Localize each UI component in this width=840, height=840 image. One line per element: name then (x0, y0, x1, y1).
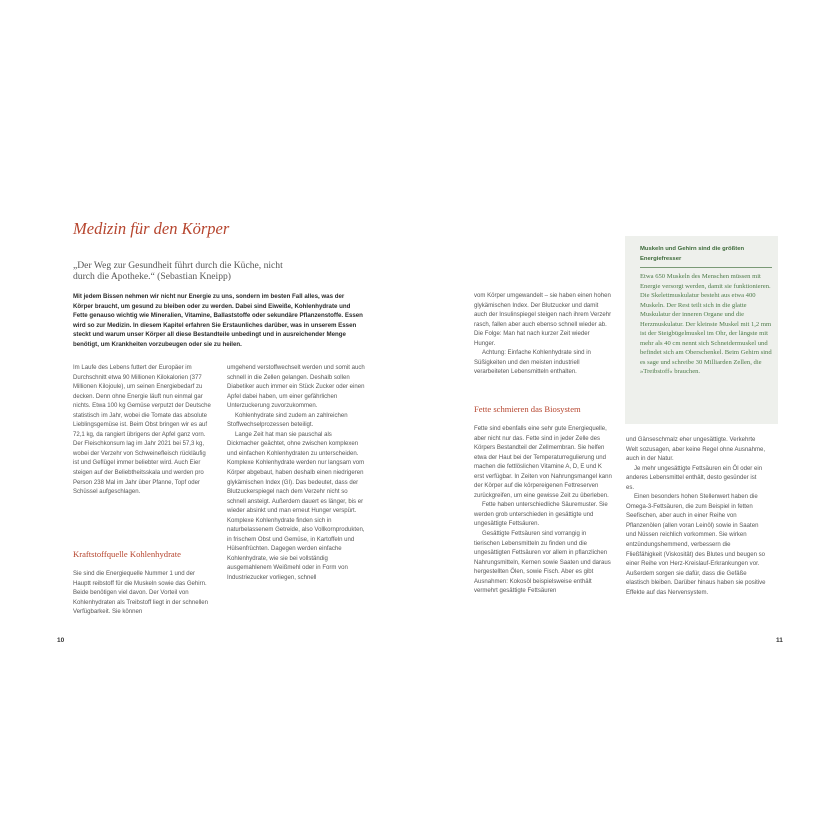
left-column-2 (227, 364, 365, 584)
right-column-2 (626, 436, 766, 598)
body-paragraph: Fette sind ebenfalls eine sehr gute Energiequelle, aber nicht nur das. Fette sind in jeder Zelle des Körpers Bestandteil der Zellmembran. Sie helfen etwa der Haut bei der Temperaturregulierung und machen die fettlöslichen Vitamine A, D, E und K erst verfügbar. In Zeiten von Nahrungsmangel kann der Körper auf die körpereigenen Fettreserven zurückgreifen, um eine gewisse Zeit zu überleben. (474, 426, 612, 499)
body-paragraph: und Gänseschmalz eher ungesättigte. Verkehrte Welt sozusagen, aber keine Regel ohne Ausnahme, auch in der Natur. (626, 437, 766, 463)
body-paragraph: Einen besonders hohen Stellenwert haben die Omega-3-Fettsäuren, die zum Beispiel in fetten Seefischen, aber auch in einer Reihe von Pflanzenölen (allen voran Leinöl) sowie in Saaten und Nüssen reichlich vorkommen. Sie wirken entzündungshemmend, verbessern die Fließfähigkeit (Viskosität) des Blutes und beugen so einer Reihe von Herz-Kreislauf-Erkrankungen vor. Außerdem sorgen sie dafür, dass die Gefäße elastisch bleiben. Darüber hinaus haben sie positive Effekte auf das Nervensystem. (626, 494, 766, 596)
intro-paragraph: Mit jedem Bissen nehmen wir nicht nur Energie zu uns, sondern im besten Fall alles, was der Körper braucht, um gesund zu bleiben oder zu werden. Dabei sind Eiweiße, Kohlenhydrate und Fette genauso wichtig wie Mineralien, Vitamine, Ballaststoffe oder sekundäre Pflanzenstoffe. Essen wird so zur Medizin. In diesem Kapitel erfahren Sie Erstaunliches darüber, was in unserem Essen steckt und warum unser Körper all diese Bestandteile unbedingt und in ausreichender Menge benötigt, um Krankheiten vorzubeugen oder sie zu heilen. (73, 293, 363, 348)
body-paragraph: Fette haben unterschiedliche Säuremuster. Sie werden grob unterschieden in gesättigte und ungesättigte Fettsäuren. (474, 502, 608, 528)
body-paragraph: vom Körper umgewandelt – sie haben einen hohen glykämischen Index. Der Blutzucker und damit auch der Insulinspiegel steigen nach ihrem Verzehr rasch, fallen aber auch ebenso schnell wieder ab. Die Folge: Man hat nach kurzer Zeit wieder Hunger. (474, 293, 612, 347)
info-box-divider (640, 267, 772, 268)
left-column-1-continued (73, 570, 211, 618)
body-paragraph: Im Laufe des Lebens futtert der Europäer im Durchschnitt etwa 90 Millionen Kilokalorien (377 Millionen Kilojoule), um seinen Energiebedarf zu decken. Denn ohne Energie läuft nun einmal gar nichts. Etwa 100 kg Gemüse verputzt der Deutsche statistisch im Jahr, wobei die Tomate das absolute Lieblingsgemüse ist. Beim Obst bringen wir es auf 72,1 kg, da rangiert übrigens der Apfel ganz vorn. Der Fleischkonsum lag im Jahr 2021 bei 57,3 kg, wobei der Verzehr von Schweinefleisch rückläufig ist und Geflügel immer beliebter wird. Auch Eier steigen auf der Beliebtheitsskala und werden pro Person 238 Mal im Jahr über Pfanne, Topf oder Schüssel aufgeschlagen. (73, 365, 211, 496)
body-paragraph: umgehend verstoffwechselt werden und somit auch schnell in die Zellen gelangen. Deshalb sollen Diabetiker auch immer ein Stück Zucker oder einen Apfel dabei haben, um einer gefährlichen Unterzuckerung zuvorzukommen. (227, 365, 365, 410)
info-box-body: Etwa 650 Muskeln des Menschen müssen mit Energie versorgt werden, damit sie funktionieren. Die Skelettmuskulatur besteht aus etwa 400 Muskeln. Der Rest teilt sich in die glatte Muskulatur der inneren Organe und die Herzmuskulatur. Der kleinste Muskel mit 1,2 mm ist der Steigbügelmuskel im Ohr, der längste mit mehr als 40 cm nennt sich Schneidermuskel und befindet sich am Oberschenkel. Beim Gehirn sind es sage und schreibe 30 Milliarden Zellen, die »Treibstoff« brauchen. (640, 273, 772, 376)
body-paragraph: Lange Zeit hat man sie pauschal als Dickmacher geächtet, ohne zwischen komplexen und einfachen Kohlenhydraten zu unterscheiden. Komplexe Kohlenhydrate werden nur langsam vom Körper abgebaut, haben deshalb einen niedrigeren glykämischen Index (GI). Das bedeutet, dass der Blutzuckerspiegel nach dem Verzehr nicht so schnell ansteigt. Außerdem dauert es länger, bis er wieder absinkt und man erneut Hunger verspürt. Komplexe Kohlenhydrate finden sich in naturbelassenem Getreide, also Vollkornprodukten, in frischem Obst und Gemüse, in Kartoffeln und Hülsenfrüchten. Dagegen werden einfache Kohlenhydrate, wie sie bei vollständig ausgemahlenem Weißmehl oder in Form von Industriezucker vorliegen, schnell (227, 431, 365, 582)
body-paragraph: Gesättigte Fettsäuren sind vorrangig in tierischen Lebensmitteln zu finden und die ungesättigten Fettsäuren vor allem in pflanzlichen Nahrungsmitteln, Kernen sowie Saaten und daraus hergestellten Ölen, sowie Fisch. Aber es gibt Ausnahmen: Kokosöl beispielsweise enthält vermehrt gesättigte Fettsäuren (474, 531, 611, 595)
section-heading-carbohydrates: Kraftstoffquelle Kohlenhydrate (73, 549, 181, 559)
body-paragraph: Achtung: Einfache Kohlenhydrate sind in Süßigkeiten und den meisten industriell verarbeiteten Lebensmitteln enthalten. (474, 350, 591, 376)
left-column-1 (73, 364, 211, 498)
body-paragraph: Je mehr ungesättigte Fettsäuren ein Öl oder ein anderes Lebensmittel enthält, desto gesünder ist es. (626, 465, 763, 491)
info-box (625, 236, 778, 424)
body-paragraph: Kohlenhydrate sind zudem an zahlreichen Stoffwechselprozessen beteiligt. (227, 412, 348, 429)
page-title: Medizin für den Körper (73, 219, 230, 238)
section-heading-fats: Fette schmieren das Biosystem (474, 404, 581, 414)
right-column-1-continued (474, 425, 612, 597)
info-box-title: Muskeln und Gehirn sind die größten Energiefresser (640, 246, 745, 262)
page-number-right: 11 (776, 637, 783, 644)
page-number-left: 10 (57, 637, 65, 644)
body-paragraph: Sie sind die Energiequelle Nummer 1 und der Hauptt reibstoff für die Muskeln sowie das Gehirn. Beide benötigen viel davon. Der Vorteil von Kohlenhydraten als Treibstoff liegt in der schnellen Verfügbarkeit. Sie können (73, 571, 209, 616)
quote: „Der Weg zur Gesundheit führt durch die Küche, nicht durch die Apotheke.“ (Sebastian Kneipp) (73, 260, 283, 283)
right-column-1 (474, 292, 612, 378)
